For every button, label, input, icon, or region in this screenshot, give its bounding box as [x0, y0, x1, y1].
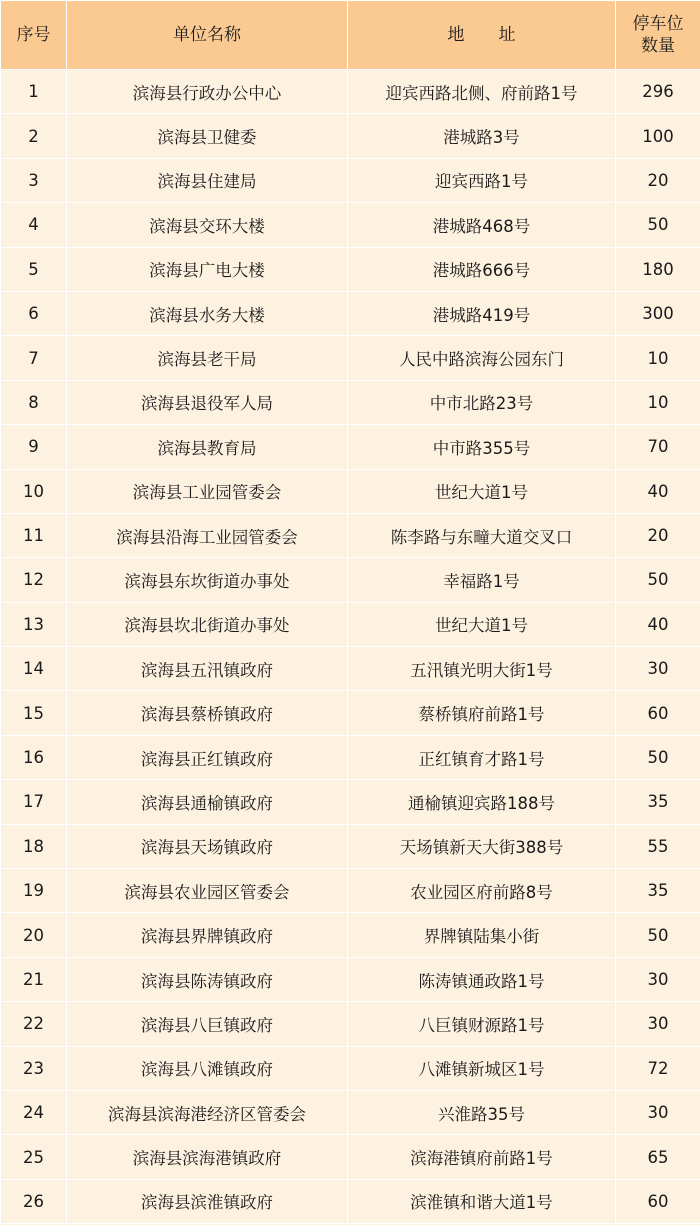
cell-address: 中市北路23号: [348, 380, 616, 424]
cell-address: 通榆镇迎宾路188号: [348, 780, 616, 824]
table-row: [1, 1046, 700, 1090]
cell-count: 72: [616, 1046, 700, 1090]
cell-no: 19: [1, 869, 67, 913]
cell-address: 五汛镇光明大街1号: [348, 647, 616, 691]
table-row: [1, 647, 700, 691]
cell-no: 2: [1, 114, 67, 158]
cell-address: 世纪大道1号: [348, 602, 616, 646]
cell-address: 界牌镇陆集小街: [348, 913, 616, 957]
cell-name: 滨海县八巨镇政府: [67, 1002, 348, 1046]
cell-name: 滨海县行政办公中心: [67, 70, 348, 114]
cell-no: 6: [1, 291, 67, 335]
cell-no: 18: [1, 824, 67, 868]
header-count-label: 停车位数量: [632, 14, 684, 56]
cell-name: 滨海县天场镇政府: [67, 824, 348, 868]
cell-no: 10: [1, 469, 67, 513]
table-header: [1, 1, 700, 70]
table-row: [1, 735, 700, 779]
cell-count: 20: [616, 513, 700, 557]
header-name: 单位名称: [67, 1, 348, 70]
table-row: [1, 869, 700, 913]
cell-no: 8: [1, 380, 67, 424]
cell-address: 港城路468号: [348, 203, 616, 247]
cell-name: 滨海县水务大楼: [67, 291, 348, 335]
cell-count: 70: [616, 425, 700, 469]
cell-count: 30: [616, 1002, 700, 1046]
table-row: [1, 380, 700, 424]
cell-no: 24: [1, 1090, 67, 1134]
cell-no: 16: [1, 735, 67, 779]
cell-name: 滨海县滨淮镇政府: [67, 1179, 348, 1223]
cell-count: 300: [616, 291, 700, 335]
cell-name: 滨海县五汛镇政府: [67, 647, 348, 691]
cell-name: 滨海县东坎街道办事处: [67, 558, 348, 602]
cell-no: 12: [1, 558, 67, 602]
cell-name: 滨海县通榆镇政府: [67, 780, 348, 824]
cell-name: 滨海县卫健委: [67, 114, 348, 158]
cell-count: 10: [616, 336, 700, 380]
cell-no: 26: [1, 1179, 67, 1223]
cell-no: 5: [1, 247, 67, 291]
cell-address: 蔡桥镇府前路1号: [348, 691, 616, 735]
cell-no: 9: [1, 425, 67, 469]
cell-no: 17: [1, 780, 67, 824]
cell-name: 滨海县交环大楼: [67, 203, 348, 247]
cell-address: 人民中路滨海公园东门: [348, 336, 616, 380]
cell-name: 滨海县滨海港经济区管委会: [67, 1090, 348, 1134]
cell-address: 滨海港镇府前路1号: [348, 1135, 616, 1179]
table-row: [1, 780, 700, 824]
cell-count: 30: [616, 957, 700, 1001]
cell-name: 滨海县住建局: [67, 158, 348, 202]
cell-name: 滨海县老干局: [67, 336, 348, 380]
cell-count: 10: [616, 380, 700, 424]
cell-address: 中市路355号: [348, 425, 616, 469]
cell-name: 滨海县八滩镇政府: [67, 1046, 348, 1090]
cell-count: 35: [616, 780, 700, 824]
cell-address: 迎宾西路1号: [348, 158, 616, 202]
cell-address: 陈李路与东疃大道交叉口: [348, 513, 616, 557]
cell-no: 11: [1, 513, 67, 557]
cell-no: 3: [1, 158, 67, 202]
table-row: [1, 70, 700, 114]
table-row: [1, 291, 700, 335]
cell-name: 滨海县陈涛镇政府: [67, 957, 348, 1001]
table-row: [1, 425, 700, 469]
cell-count: 40: [616, 602, 700, 646]
table-row: [1, 203, 700, 247]
header-no: 序号: [1, 1, 67, 70]
cell-name: 滨海县农业园区管委会: [67, 869, 348, 913]
cell-count: 50: [616, 913, 700, 957]
cell-no: 22: [1, 1002, 67, 1046]
table-row: [1, 247, 700, 291]
cell-count: 35: [616, 869, 700, 913]
cell-address: 港城路419号: [348, 291, 616, 335]
cell-address: 世纪大道1号: [348, 469, 616, 513]
cell-address: 滨淮镇和谐大道1号: [348, 1179, 616, 1223]
cell-count: 100: [616, 114, 700, 158]
cell-address: 港城路3号: [348, 114, 616, 158]
cell-count: 40: [616, 469, 700, 513]
header-count: [616, 1, 700, 70]
cell-name: 滨海县教育局: [67, 425, 348, 469]
cell-address: 港城路666号: [348, 247, 616, 291]
table-row: [1, 957, 700, 1001]
table-row: [1, 469, 700, 513]
cell-count: 60: [616, 1179, 700, 1223]
table-row: [1, 336, 700, 380]
cell-no: 13: [1, 602, 67, 646]
table-row: [1, 1002, 700, 1046]
table-row: [1, 114, 700, 158]
cell-no: 4: [1, 203, 67, 247]
cell-count: 50: [616, 735, 700, 779]
cell-address: 八滩镇新城区1号: [348, 1046, 616, 1090]
cell-count: 20: [616, 158, 700, 202]
cell-no: 1: [1, 70, 67, 114]
cell-address: 陈涛镇通政路1号: [348, 957, 616, 1001]
cell-no: 14: [1, 647, 67, 691]
table-row: [1, 158, 700, 202]
cell-no: 7: [1, 336, 67, 380]
cell-no: 21: [1, 957, 67, 1001]
table-row: [1, 1090, 700, 1134]
table-row: [1, 691, 700, 735]
table-row: [1, 602, 700, 646]
cell-name: 滨海县广电大楼: [67, 247, 348, 291]
cell-name: 滨海县坎北街道办事处: [67, 602, 348, 646]
cell-count: 296: [616, 70, 700, 114]
table-row: [1, 513, 700, 557]
cell-address: 迎宾西路北侧、府前路1号: [348, 70, 616, 114]
table-row: [1, 913, 700, 957]
cell-name: 滨海县工业园管委会: [67, 469, 348, 513]
cell-address: 天场镇新天大街388号: [348, 824, 616, 868]
cell-no: 15: [1, 691, 67, 735]
cell-name: 滨海县蔡桥镇政府: [67, 691, 348, 735]
cell-count: 60: [616, 691, 700, 735]
cell-name: 滨海县沿海工业园管委会: [67, 513, 348, 557]
table-row: [1, 1179, 700, 1223]
cell-no: 25: [1, 1135, 67, 1179]
cell-address: 农业园区府前路8号: [348, 869, 616, 913]
cell-count: 50: [616, 558, 700, 602]
table-body: [1, 70, 700, 1224]
cell-count: 30: [616, 647, 700, 691]
cell-count: 30: [616, 1090, 700, 1134]
table-row: [1, 558, 700, 602]
header-row: [1, 1, 700, 70]
table-row: [1, 824, 700, 868]
cell-count: 50: [616, 203, 700, 247]
cell-count: 55: [616, 824, 700, 868]
cell-no: 23: [1, 1046, 67, 1090]
cell-address: 正红镇育才路1号: [348, 735, 616, 779]
cell-address: 幸福路1号: [348, 558, 616, 602]
cell-name: 滨海县正红镇政府: [67, 735, 348, 779]
cell-address: 兴淮路35号: [348, 1090, 616, 1134]
cell-name: 滨海县退役军人局: [67, 380, 348, 424]
cell-no: 20: [1, 913, 67, 957]
cell-count: 65: [616, 1135, 700, 1179]
cell-name: 滨海县界牌镇政府: [67, 913, 348, 957]
header-address: 地 址: [348, 1, 616, 70]
cell-count: 180: [616, 247, 700, 291]
table-row: [1, 1135, 700, 1179]
cell-name: 滨海县滨海港镇政府: [67, 1135, 348, 1179]
cell-address: 八巨镇财源路1号: [348, 1002, 616, 1046]
